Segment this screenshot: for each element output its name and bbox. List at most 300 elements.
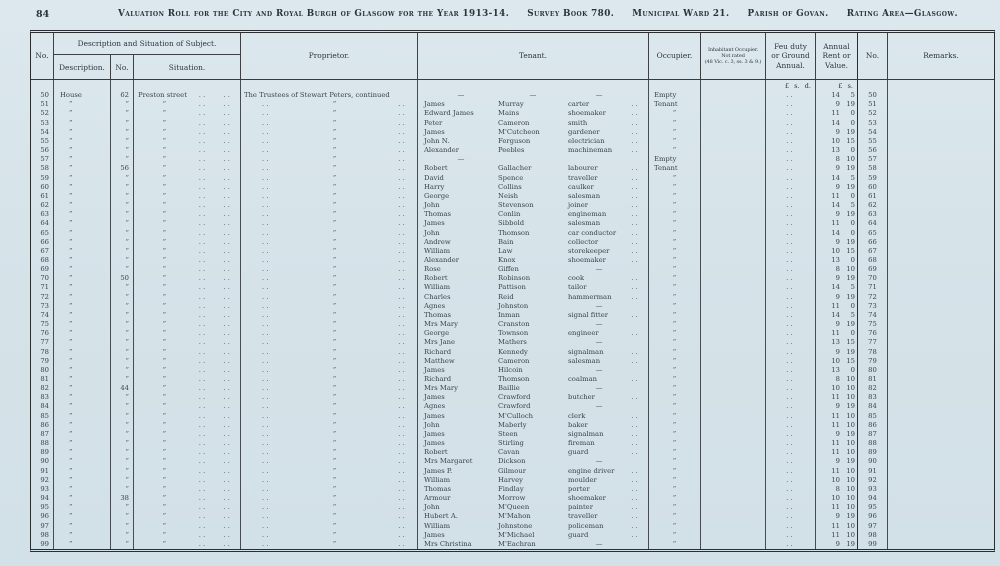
tenant-forename: John N. [424, 136, 450, 145]
ditto-mark: ” [672, 347, 677, 356]
rent-pounds: 10 [831, 136, 840, 145]
header-description: Description. [54, 55, 111, 79]
ditto-mark: ” [69, 136, 73, 145]
cell-house-no: ” [111, 137, 134, 146]
units-spacer [888, 80, 994, 91]
ditto-mark: ” [69, 182, 73, 191]
cell-remarks [888, 384, 994, 393]
rent-shillings: 10 [846, 384, 855, 393]
cell-house-no: ” [111, 531, 134, 540]
cell-description [54, 274, 111, 283]
ditto-mark: ” [332, 329, 337, 338]
cell-annual-rent [816, 393, 858, 402]
cell-annual-rent [816, 384, 858, 393]
leader-dots: .. [398, 265, 407, 274]
leader-dots: .. [223, 393, 233, 402]
leader-dots: .. [198, 338, 208, 347]
cell-feu-duty [766, 439, 816, 448]
cell-roll-no: 94 [31, 494, 54, 503]
tenant-forename: Robert [424, 448, 448, 457]
cell-description [54, 173, 111, 182]
tenant-forename: John [424, 420, 440, 429]
tenant-surname: Gilmour [498, 466, 526, 475]
leader-dots: .. [786, 384, 795, 393]
units-spacer [858, 80, 888, 91]
ditto-mark: ” [672, 237, 677, 246]
leader-dots: .. [262, 420, 271, 429]
cell-description [54, 247, 111, 256]
cell-occupier [649, 302, 701, 311]
leader-dots: .. [786, 347, 795, 356]
tenant-surname: M'Queen [498, 503, 530, 512]
cell-annual-rent [816, 338, 858, 347]
cell-situation [134, 274, 241, 283]
ditto-mark: ” [69, 164, 73, 173]
cell-description [54, 531, 111, 540]
leader-dots: .. [223, 439, 233, 448]
cell-description [54, 311, 111, 320]
header-annual-rent: Annual Rent or Value. [816, 33, 858, 79]
occupier-value: Tenant [654, 100, 678, 109]
situation-value: ” [162, 521, 167, 530]
leader-dots: .. [631, 494, 640, 503]
rent-shillings: 10 [846, 466, 855, 475]
cell-inhabitant-occupier [701, 411, 766, 420]
cell-house-no: ” [111, 183, 134, 192]
cell-annual-rent [816, 173, 858, 182]
cell-roll-no: 91 [31, 466, 54, 475]
tenant-occupation: — [595, 320, 603, 329]
tenant-surname: Maberly [498, 420, 527, 429]
cell-roll-no: 84 [31, 402, 54, 411]
leader-dots: .. [786, 512, 795, 521]
leader-dots: .. [786, 466, 795, 475]
cell-roll-no: 82 [31, 384, 54, 393]
description-value: House [60, 91, 82, 100]
cell-situation [134, 457, 241, 466]
rent-shillings: 19 [846, 237, 855, 246]
ditto-mark: ” [332, 338, 337, 347]
cell-tenant [418, 485, 649, 494]
cell-tenant [418, 402, 649, 411]
cell-situation [134, 137, 241, 146]
ditto-mark: ” [332, 365, 337, 374]
cell-inhabitant-occupier [701, 247, 766, 256]
cell-situation [134, 128, 241, 137]
rent-pounds: 14 [831, 118, 840, 127]
cell-remarks [888, 219, 994, 228]
cell-roll-no-2: 92 [858, 476, 888, 485]
leader-dots: .. [631, 448, 640, 457]
leader-dots: .. [223, 448, 233, 457]
cell-situation [134, 448, 241, 457]
cell-situation [134, 485, 241, 494]
cell-proprietor [241, 292, 418, 301]
leader-dots: .. [786, 182, 795, 191]
cell-description [54, 292, 111, 301]
cell-remarks [888, 173, 994, 182]
rent-shillings: 19 [846, 292, 855, 301]
leader-dots: .. [631, 530, 640, 539]
cell-tenant [418, 357, 649, 366]
cell-occupier [649, 164, 701, 173]
cell-description [54, 347, 111, 356]
ditto-mark: ” [69, 375, 73, 384]
table-row [31, 210, 994, 219]
cell-situation [134, 256, 241, 265]
tenant-occupation: car conductor [568, 228, 617, 237]
situation-value: ” [162, 109, 167, 118]
tenant-surname: Robinson [498, 274, 531, 283]
cell-house-no: ” [111, 192, 134, 201]
leader-dots: .. [631, 109, 640, 118]
cell-proprietor [241, 384, 418, 393]
cell-remarks [888, 146, 994, 155]
rent-pounds: 9 [835, 274, 840, 283]
header-tenant: Tenant. [418, 33, 649, 79]
rent-pounds: 8 [835, 265, 840, 274]
ditto-mark: ” [332, 429, 337, 438]
table-row [31, 375, 994, 384]
cell-remarks [888, 283, 994, 292]
ditto-mark: ” [332, 118, 337, 127]
cell-proprietor [241, 320, 418, 329]
cell-proprietor [241, 457, 418, 466]
rent-shillings: 19 [846, 402, 855, 411]
rent-pounds: 9 [835, 429, 840, 438]
ditto-mark: ” [672, 539, 677, 548]
cell-annual-rent [816, 512, 858, 521]
occupier-value: Empty [654, 155, 677, 164]
cell-roll-no: 65 [31, 228, 54, 237]
cell-occupier [649, 457, 701, 466]
leader-dots: .. [631, 484, 640, 493]
leader-dots: .. [262, 182, 271, 191]
cell-inhabitant-occupier [701, 402, 766, 411]
leader-dots: .. [223, 182, 233, 191]
cell-roll-no: 56 [31, 146, 54, 155]
table-row [31, 448, 994, 457]
cell-roll-no: 57 [31, 155, 54, 164]
rent-pounds: 11 [831, 420, 840, 429]
leader-dots: .. [223, 292, 233, 301]
cell-feu-duty [766, 430, 816, 439]
situation-value: ” [162, 219, 167, 228]
cell-occupier [649, 421, 701, 430]
cell-feu-duty [766, 402, 816, 411]
cell-proprietor [241, 201, 418, 210]
cell-annual-rent [816, 320, 858, 329]
cell-roll-no-2: 64 [858, 219, 888, 228]
leader-dots: .. [223, 494, 233, 503]
cell-inhabitant-occupier [701, 228, 766, 237]
cell-remarks [888, 375, 994, 384]
cell-house-no: ” [111, 155, 134, 164]
cell-tenant [418, 256, 649, 265]
ditto-mark: ” [672, 530, 677, 539]
tenant-forename: Peter [424, 118, 443, 127]
cell-tenant [418, 164, 649, 173]
tenant-forename: James P. [424, 466, 453, 475]
cell-feu-duty [766, 512, 816, 521]
situation-value: ” [162, 292, 167, 301]
cell-inhabitant-occupier [701, 109, 766, 118]
rent-pounds: 11 [831, 530, 840, 539]
cell-proprietor [241, 329, 418, 338]
cell-tenant [418, 512, 649, 521]
cell-tenant [418, 228, 649, 237]
cell-house-no: ” [111, 210, 134, 219]
leader-dots: .. [262, 494, 271, 503]
leader-dots: .. [631, 429, 640, 438]
cell-description [54, 476, 111, 485]
cell-roll-no-2: 62 [858, 201, 888, 210]
header-inhabitant-occupier [701, 33, 766, 79]
leader-dots: .. [786, 228, 795, 237]
cell-description [54, 366, 111, 375]
leader-dots: .. [398, 375, 407, 384]
leader-dots: .. [786, 237, 795, 246]
cell-roll-no: 92 [31, 476, 54, 485]
ditto-mark: ” [332, 255, 337, 264]
cell-occupier [649, 357, 701, 366]
ditto-mark: ” [69, 219, 73, 228]
cell-inhabitant-occupier [701, 100, 766, 109]
cell-house-no: ” [111, 311, 134, 320]
tenant-occupation: hammerman [568, 292, 612, 301]
leader-dots: .. [786, 91, 795, 100]
cell-remarks [888, 521, 994, 530]
leader-dots: .. [262, 292, 271, 301]
cell-feu-duty [766, 540, 816, 549]
cell-situation [134, 384, 241, 393]
leader-dots: .. [631, 164, 640, 173]
tenant-surname: Cranston [498, 320, 530, 329]
cell-feu-duty [766, 366, 816, 375]
tenant-forename: Harry [424, 182, 445, 191]
rent-shillings: 19 [846, 320, 855, 329]
cell-remarks [888, 238, 994, 247]
cell-roll-no: 64 [31, 219, 54, 228]
rent-shillings: 19 [846, 539, 855, 548]
ditto-mark: ” [672, 201, 677, 210]
leader-dots: .. [223, 191, 233, 200]
cell-feu-duty [766, 531, 816, 540]
cell-roll-no-2: 50 [858, 91, 888, 100]
ditto-mark: ” [332, 310, 337, 319]
rent-pounds: 13 [831, 146, 840, 155]
cell-remarks [888, 329, 994, 338]
leader-dots: .. [262, 375, 271, 384]
leader-dots: .. [262, 448, 271, 457]
leader-dots: .. [398, 521, 407, 530]
cell-feu-duty [766, 164, 816, 173]
cell-house-no: ” [111, 338, 134, 347]
situation-value: ” [162, 512, 167, 521]
rent-pounds: 10 [831, 494, 840, 503]
header-no: No. [31, 33, 54, 79]
cell-roll-no-2: 60 [858, 183, 888, 192]
cell-inhabitant-occupier [701, 302, 766, 311]
cell-occupier [649, 338, 701, 347]
leader-dots: .. [262, 265, 271, 274]
leader-dots: .. [262, 301, 271, 310]
cell-roll-no: 88 [31, 439, 54, 448]
cell-proprietor [241, 347, 418, 356]
table-row [31, 265, 994, 274]
tenant-surname: Crawford [498, 402, 531, 411]
cell-roll-no-2: 76 [858, 329, 888, 338]
cell-inhabitant-occupier [701, 320, 766, 329]
rent-shillings: 10 [846, 475, 855, 484]
table-row [31, 512, 994, 521]
cell-roll-no-2: 97 [858, 521, 888, 530]
ditto-mark: ” [672, 503, 677, 512]
cell-situation [134, 247, 241, 256]
cell-occupier [649, 384, 701, 393]
cell-tenant [418, 283, 649, 292]
cell-house-no: 50 [111, 274, 134, 283]
cell-proprietor: The Trustees of Stewart Peters, continued [241, 91, 418, 100]
rent-pounds: 11 [831, 109, 840, 118]
cell-annual-rent [816, 247, 858, 256]
cell-annual-rent [816, 128, 858, 137]
tenant-occupation: machineman [568, 146, 613, 155]
cell-remarks [888, 91, 994, 100]
ditto-mark: ” [332, 411, 337, 420]
leader-dots: .. [631, 411, 640, 420]
cell-inhabitant-occupier [701, 137, 766, 146]
tenant-surname: M'Culloch [498, 411, 534, 420]
cell-house-no: ” [111, 128, 134, 137]
cell-roll-no-2: 90 [858, 457, 888, 466]
table-row [31, 91, 994, 100]
ditto-mark: ” [672, 402, 677, 411]
cell-occupier [649, 183, 701, 192]
cell-roll-no-2: 82 [858, 384, 888, 393]
tenant-surname: Townson [498, 329, 529, 338]
ditto-mark: ” [69, 338, 73, 347]
ditto-mark: ” [69, 411, 73, 420]
leader-dots: .. [631, 127, 640, 136]
cell-remarks [888, 320, 994, 329]
leader-dots: .. [198, 475, 208, 484]
cell-remarks [888, 540, 994, 549]
situation-value: ” [162, 539, 167, 548]
situation-value: ” [162, 457, 167, 466]
leader-dots: .. [398, 109, 407, 118]
leader-dots: .. [262, 310, 271, 319]
cell-house-no: ” [111, 283, 134, 292]
tenant-forename: James [424, 219, 445, 228]
cell-feu-duty [766, 384, 816, 393]
cell-occupier [649, 494, 701, 503]
cell-house-no: ” [111, 219, 134, 228]
tenant-forename: Thomas [424, 484, 451, 493]
leader-dots: .. [198, 365, 208, 374]
cell-roll-no: 98 [31, 531, 54, 540]
header-inhabitant-line-2: Not rated [721, 52, 745, 59]
table-row [31, 494, 994, 503]
cell-house-no: ” [111, 228, 134, 237]
rent-shillings: 10 [846, 439, 855, 448]
cell-roll-no: 97 [31, 521, 54, 530]
cell-feu-duty [766, 274, 816, 283]
cell-roll-no-2: 69 [858, 265, 888, 274]
cell-tenant [418, 531, 649, 540]
cell-roll-no: 75 [31, 320, 54, 329]
leader-dots: .. [223, 274, 233, 283]
ditto-mark: ” [332, 301, 337, 310]
ditto-mark: ” [672, 173, 677, 182]
cell-proprietor [241, 430, 418, 439]
leader-dots: .. [786, 356, 795, 365]
cell-proprietor [241, 146, 418, 155]
leader-dots: .. [398, 420, 407, 429]
cell-roll-no: 73 [31, 302, 54, 311]
situation-value: ” [162, 237, 167, 246]
leader-dots: .. [398, 475, 407, 484]
units-spacer [649, 80, 701, 91]
tenant-forename: William [424, 283, 451, 292]
cell-description [54, 521, 111, 530]
cell-roll-no: 52 [31, 109, 54, 118]
situation-value: ” [162, 182, 167, 191]
cell-tenant [418, 183, 649, 192]
cell-occupier [649, 540, 701, 549]
tenant-forename: James [424, 393, 445, 402]
cell-roll-no-2: 85 [858, 411, 888, 420]
cell-proprietor [241, 283, 418, 292]
cell-description [54, 91, 111, 100]
table-row [31, 137, 994, 146]
ditto-mark: ” [332, 503, 337, 512]
tenant-occupation: salesman [568, 191, 601, 200]
table-row [31, 466, 994, 475]
cell-feu-duty [766, 283, 816, 292]
cell-proprietor [241, 476, 418, 485]
cell-situation [134, 430, 241, 439]
table-row [31, 146, 994, 155]
cell-roll-no: 79 [31, 357, 54, 366]
leader-dots: .. [223, 384, 233, 393]
cell-situation [134, 357, 241, 366]
cell-inhabitant-occupier [701, 375, 766, 384]
tenant-forename: David [424, 173, 444, 182]
cell-tenant [418, 192, 649, 201]
cell-annual-rent [816, 228, 858, 237]
leader-dots: .. [223, 283, 233, 292]
ditto-mark: ” [672, 246, 677, 255]
leader-dots: .. [262, 246, 271, 255]
leader-dots: .. [262, 384, 271, 393]
cell-description [54, 494, 111, 503]
ditto-mark: ” [672, 494, 677, 503]
cell-feu-duty [766, 329, 816, 338]
cell-inhabitant-occupier [701, 531, 766, 540]
cell-occupier [649, 91, 701, 100]
leader-dots: .. [398, 338, 407, 347]
cell-occupier [649, 411, 701, 420]
cell-house-no: ” [111, 521, 134, 530]
rent-pounds: 9 [835, 457, 840, 466]
cell-remarks [888, 476, 994, 485]
leader-dots: .. [223, 365, 233, 374]
cell-inhabitant-occupier [701, 238, 766, 247]
leader-dots: .. [786, 457, 795, 466]
ditto-mark: ” [332, 494, 337, 503]
leader-dots: .. [398, 210, 407, 219]
